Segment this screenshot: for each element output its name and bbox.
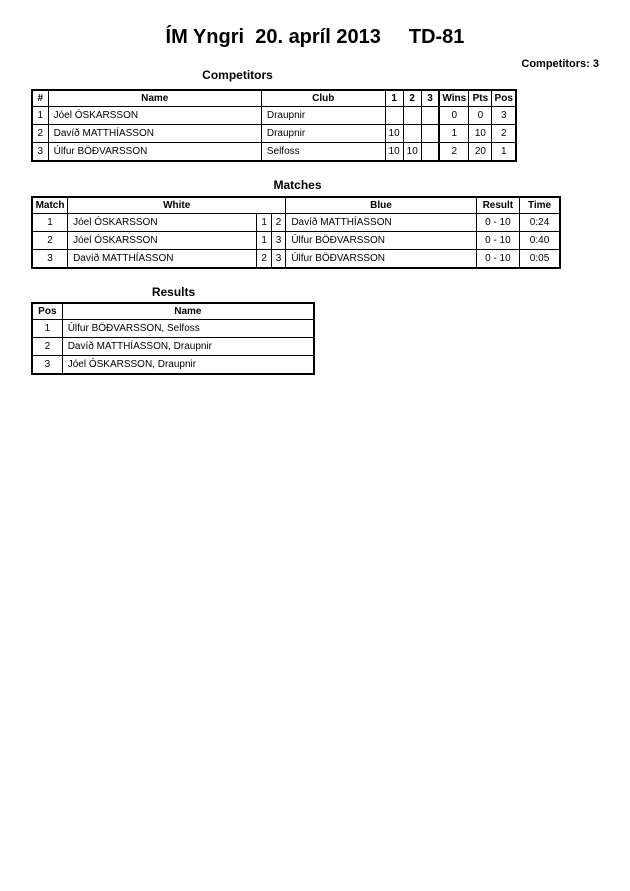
- results-title: Results: [151, 285, 196, 299]
- competitor-r3: [421, 143, 439, 162]
- match-time: 0:40: [520, 232, 560, 250]
- white-competitor: Jóel ÓSKARSSON: [68, 214, 257, 232]
- table-row: [32, 338, 314, 356]
- col-2: 2: [403, 90, 421, 107]
- results-table: [31, 302, 315, 375]
- table-row: [32, 232, 560, 250]
- competitor-num: 3: [32, 143, 48, 162]
- col-name: Name: [48, 90, 261, 107]
- blue-number: 2: [271, 214, 285, 232]
- match-number: 2: [32, 232, 68, 250]
- competitor-r1: 10: [385, 125, 403, 143]
- competitor-pts: 10: [469, 125, 492, 143]
- white-competitor: Jóel ÓSKARSSON: [68, 232, 257, 250]
- competitor-club: Draupnir: [261, 125, 385, 143]
- blue-number: 3: [271, 232, 285, 250]
- col-blue: Blue: [286, 197, 476, 214]
- table-row: [32, 107, 516, 125]
- table-row: [32, 356, 314, 375]
- result-pos: 1: [32, 320, 62, 338]
- competitor-r2: [403, 107, 421, 125]
- col-num: #: [32, 90, 48, 107]
- competitor-pos: 3: [492, 107, 516, 125]
- result-name: Jóel ÓSKARSSON, Draupnir: [62, 356, 314, 375]
- blue-number: 3: [271, 250, 285, 269]
- table-header-row: [32, 197, 560, 214]
- match-result: 0 - 10: [476, 250, 519, 269]
- table-header-row: [32, 90, 516, 107]
- result-name: Úlfur BÖÐVARSSON, Selfoss: [62, 320, 314, 338]
- competitor-club: Draupnir: [261, 107, 385, 125]
- blue-competitor: Davíð MATTHÍASSON: [286, 214, 476, 232]
- col-match: Match: [32, 197, 68, 214]
- competitor-r3: [421, 125, 439, 143]
- event-date: 20. apríl 2013: [255, 26, 381, 48]
- table-row: [32, 214, 560, 232]
- matches-title: Matches: [273, 178, 322, 192]
- competitor-r1: [385, 107, 403, 125]
- competitor-club: Selfoss: [261, 143, 385, 162]
- match-result: 0 - 10: [476, 214, 519, 232]
- competitor-name: Úlfur BÖÐVARSSON: [48, 143, 261, 162]
- competitor-pos: 1: [492, 143, 516, 162]
- table-row: [32, 125, 516, 143]
- competitor-pts: 0: [469, 107, 492, 125]
- table-header-row: [32, 303, 314, 320]
- competitor-name: Davíð MATTHÍASSON: [48, 125, 261, 143]
- page-title: [0, 26, 630, 49]
- competitor-pts: 20: [469, 143, 492, 162]
- table-row: [32, 250, 560, 269]
- col-time: Time: [520, 197, 560, 214]
- match-number: 1: [32, 214, 68, 232]
- competitor-num: 1: [32, 107, 48, 125]
- competitor-pos: 2: [492, 125, 516, 143]
- result-pos: 3: [32, 356, 62, 375]
- col-pos: Pos: [32, 303, 62, 320]
- col-1: 1: [385, 90, 403, 107]
- match-time: 0:05: [520, 250, 560, 269]
- matches-table: [31, 196, 561, 269]
- competitor-wins: 2: [439, 143, 468, 162]
- competitor-r1: 10: [385, 143, 403, 162]
- blue-competitor: Úlfur BÖÐVARSSON: [286, 250, 476, 269]
- competitor-r3: [421, 107, 439, 125]
- result-pos: 2: [32, 338, 62, 356]
- event-code: TD-81: [408, 26, 465, 48]
- competitors-count: Competitors: 3: [521, 58, 599, 70]
- match-time: 0:24: [520, 214, 560, 232]
- col-name: Name: [62, 303, 314, 320]
- col-result: Result: [476, 197, 519, 214]
- table-row: [32, 320, 314, 338]
- competitor-num: 2: [32, 125, 48, 143]
- match-number: 3: [32, 250, 68, 269]
- match-result: 0 - 10: [476, 232, 519, 250]
- competitor-wins: 0: [439, 107, 468, 125]
- competitor-r2: 10: [403, 143, 421, 162]
- blue-competitor: Úlfur BÖÐVARSSON: [286, 232, 476, 250]
- table-row: [32, 143, 516, 162]
- col-pos: Pos: [492, 90, 516, 107]
- competitor-name: Jóel ÓSKARSSON: [48, 107, 261, 125]
- competitors-table: [31, 89, 517, 162]
- white-competitor: Davíð MATTHÍASSON: [68, 250, 257, 269]
- competitor-wins: 1: [439, 125, 468, 143]
- col-club: Club: [261, 90, 385, 107]
- event-name: ÍM Yngri: [165, 26, 245, 48]
- competitor-r2: [403, 125, 421, 143]
- result-name: Davíð MATTHÍASSON, Draupnir: [62, 338, 314, 356]
- col-wins: Wins: [439, 90, 468, 107]
- white-number: 2: [257, 250, 271, 269]
- col-white: White: [68, 197, 286, 214]
- white-number: 1: [257, 214, 271, 232]
- col-pts: Pts: [469, 90, 492, 107]
- competitors-title: Competitors: [202, 68, 273, 82]
- white-number: 1: [257, 232, 271, 250]
- col-3: 3: [421, 90, 439, 107]
